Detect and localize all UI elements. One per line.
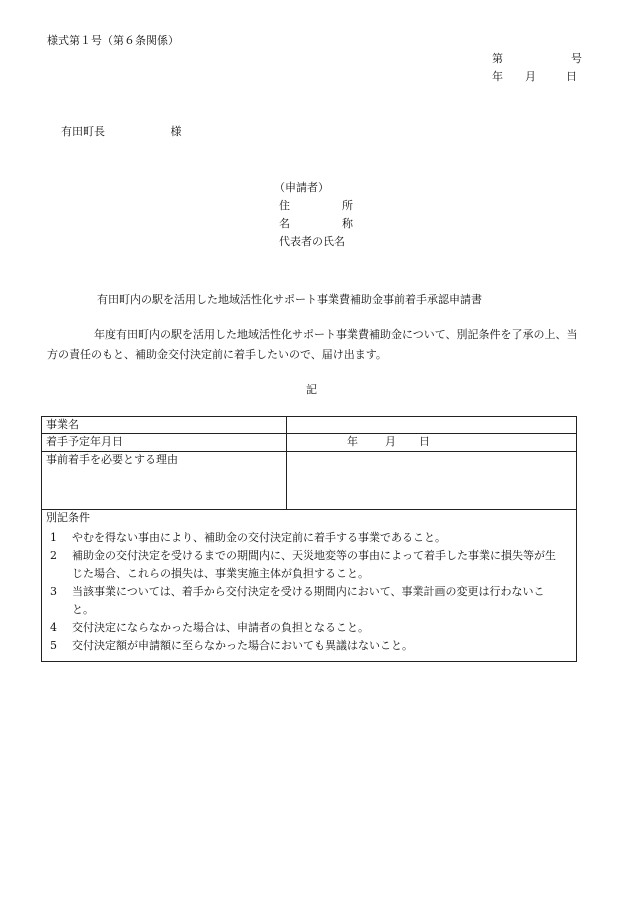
applicant-address-label: 住 所 — [279, 199, 353, 212]
reason-label: 事前着手を必要とする理由 — [42, 451, 287, 509]
conditions-cell — [42, 509, 577, 661]
applicant-representative-label: 代表者の氏名 — [279, 235, 345, 248]
date-year-label: 年 — [492, 70, 503, 83]
document-number — [492, 52, 582, 70]
table-row — [42, 451, 577, 509]
application-table — [41, 416, 577, 662]
table-row — [42, 509, 577, 661]
condition-item: 2 補助金の交付決定を受けるまでの期間内に、天災地変等の事由によって着手した事業に損失等が生じた場合、これらの損失は、事業実施主体が負担すること。 — [50, 548, 556, 580]
condition-item: 5 交付決定額が申請額に至らなかった場合においても異議はないこと。 — [50, 638, 413, 652]
conditions-title: 別記条件 — [46, 510, 90, 524]
date-day-label: 日 — [566, 70, 577, 83]
document-title: 有田町内の駅を活用した地域活性化サポート事業費補助金事前着手承認申請書 — [97, 293, 482, 306]
addressee — [61, 125, 182, 139]
date-month-label: 月 — [525, 70, 536, 83]
applicant-block — [274, 181, 353, 253]
body-text: 年度有田町内の駅を活用した地域活性化サポート事業費補助金について、別記条件を了承の上、当方の責任のもと、補助金交付決定前に着手したいので、届け出ます。 — [47, 328, 578, 361]
applicant-name-label: 名 称 — [279, 217, 353, 230]
number-label-go: 号 — [571, 52, 582, 65]
number-label-dai: 第 — [492, 52, 503, 65]
reason-field[interactable] — [287, 451, 577, 509]
start-date-field[interactable]: 年 月 日 — [287, 434, 577, 451]
addressee-name: 有田町長 — [61, 125, 105, 138]
addressee-honorific: 様 — [170, 125, 182, 138]
project-name-label: 事業名 — [42, 417, 287, 434]
table-row — [42, 417, 577, 434]
condition-item: 1 やむを得ない事由により、補助金の交付決定前に着手する事業であること。 — [50, 530, 446, 544]
condition-item: 3 当該事業については、着手から交付決定を受ける期間内において、事業計画の変更は行わないこと。 — [50, 584, 545, 616]
document-number-date — [492, 52, 582, 88]
condition-item: 4 交付決定にならなかった場合は、申請者の負担となること。 — [50, 620, 369, 634]
table-row — [42, 434, 577, 451]
form-number: 様式第１号（第６条関係） — [47, 34, 179, 47]
document-date — [492, 70, 582, 88]
start-date-label: 着手予定年月日 — [42, 434, 287, 451]
project-name-field[interactable] — [287, 417, 577, 434]
ki-heading: 記 — [306, 383, 317, 396]
applicant-heading: （申請者） — [274, 181, 329, 194]
